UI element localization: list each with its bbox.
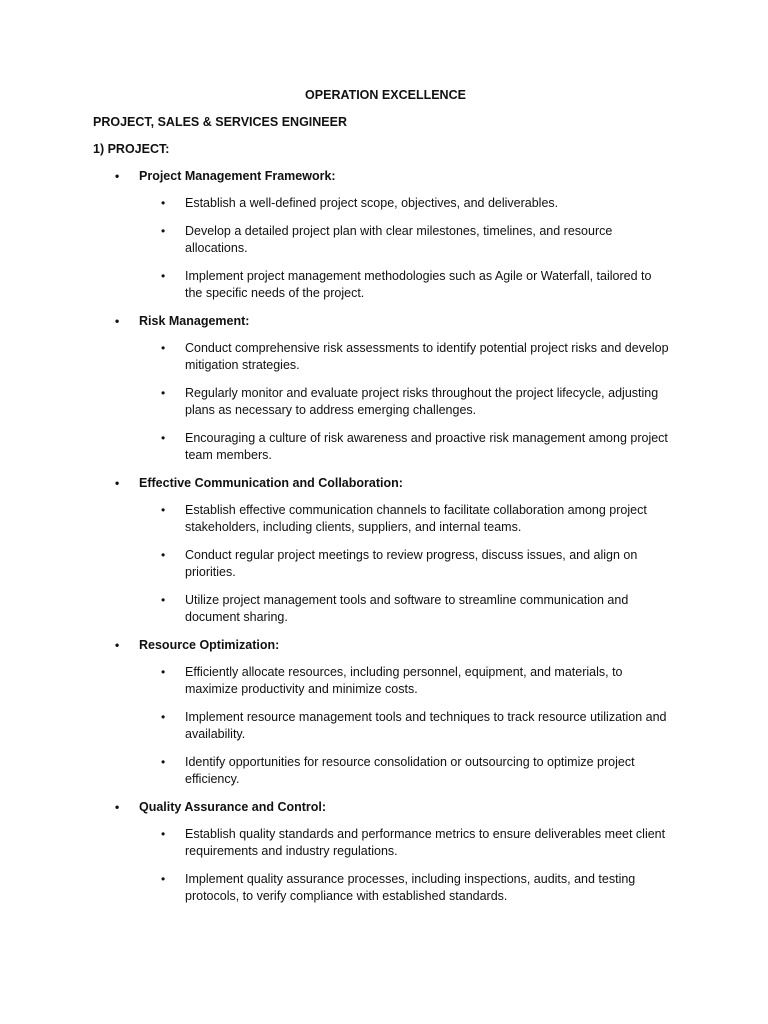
point-text: Conduct regular project meetings to review progress, discuss issues, and align on priorities. xyxy=(185,547,638,579)
topic-heading: Resource Optimization: xyxy=(139,637,280,652)
point-text: Conduct comprehensive risk assessments to identify potential project risks and develop mitigation strategies. xyxy=(185,340,669,372)
list-item xyxy=(93,195,672,213)
point-text: Establish a well-defined project scope, objectives, and deliverables. xyxy=(185,196,559,210)
document-subtitle: PROJECT, SALES & SERVICES ENGINEER xyxy=(93,115,347,129)
bullet-icon: • xyxy=(115,799,120,814)
point-text: Identify opportunities for resource consolidation or outsourcing to optimize project efficiency. xyxy=(185,754,635,786)
point-list xyxy=(93,664,672,789)
list-item xyxy=(93,826,672,861)
topic-item xyxy=(93,637,672,789)
bullet-icon: • xyxy=(115,475,120,490)
list-item xyxy=(93,430,672,465)
list-item xyxy=(93,754,672,789)
list-item xyxy=(93,340,672,375)
point-list xyxy=(93,502,672,627)
list-item xyxy=(93,502,672,537)
point-text: Regularly monitor and evaluate project risks throughout the project lifecycle, adjusting plans as necessary to address emerging challenges. xyxy=(185,385,659,417)
bullet-icon: • xyxy=(161,268,166,283)
topic-heading: Quality Assurance and Control: xyxy=(139,799,327,814)
point-list xyxy=(93,826,672,906)
bullet-icon: • xyxy=(161,664,166,679)
bullet-icon: • xyxy=(161,502,166,517)
bullet-icon: • xyxy=(115,169,120,183)
bullet-icon: • xyxy=(115,637,120,652)
list-item xyxy=(93,547,672,582)
topic-item xyxy=(93,168,672,303)
topic-heading: Effective Communication and Collaboration: xyxy=(139,475,403,490)
bullet-icon: • xyxy=(161,592,166,607)
bullet-icon: • xyxy=(161,385,166,400)
list-item xyxy=(93,592,672,627)
point-text: Develop a detailed project plan with clear milestones, timelines, and resource allocations. xyxy=(185,223,613,255)
topic-heading-row xyxy=(93,475,672,492)
topic-item xyxy=(93,475,672,627)
point-text: Implement resource management tools and techniques to track resource utilization and availability. xyxy=(185,709,667,741)
bullet-icon: • xyxy=(161,826,166,841)
topic-heading-row xyxy=(93,313,672,330)
bullet-icon: • xyxy=(161,547,166,562)
list-item xyxy=(93,709,672,744)
list-item xyxy=(93,664,672,699)
bullet-icon: • xyxy=(161,196,166,210)
bullet-icon: • xyxy=(161,340,166,355)
bullet-icon: • xyxy=(161,754,166,769)
point-text: Implement quality assurance processes, including inspections, audits, and testing protocols, to verify compliance with established standards. xyxy=(185,871,636,903)
topic-item xyxy=(93,799,672,906)
list-item xyxy=(93,268,672,303)
point-text: Utilize project management tools and software to streamline communication and document sharing. xyxy=(185,592,629,624)
point-text: Establish quality standards and performance metrics to ensure deliverables meet client requirements and industry regulations. xyxy=(185,826,666,858)
bullet-icon: • xyxy=(161,430,166,445)
topic-list xyxy=(93,168,672,906)
point-list xyxy=(93,195,672,303)
topic-heading: Project Management Framework: xyxy=(139,169,336,183)
topic-heading-row xyxy=(93,799,672,816)
list-item xyxy=(93,385,672,420)
point-text: Encouraging a culture of risk awareness and proactive risk management among project team members. xyxy=(185,430,668,462)
bullet-icon: • xyxy=(161,709,166,724)
topic-heading-row xyxy=(93,168,672,185)
topic-item xyxy=(93,313,672,465)
list-item xyxy=(93,223,672,258)
list-item xyxy=(93,871,672,906)
bullet-icon: • xyxy=(161,871,166,886)
topic-heading: Risk Management: xyxy=(139,313,250,328)
point-text: Efficiently allocate resources, including personnel, equipment, and materials, to maximize productivity and minimize costs. xyxy=(185,664,623,696)
topic-heading-row xyxy=(93,637,672,654)
point-list xyxy=(93,340,672,465)
bullet-icon: • xyxy=(115,313,120,328)
bullet-icon: • xyxy=(161,223,166,238)
point-text: Establish effective communication channels to facilitate collaboration among project stakeholders, including clients, suppliers, and internal teams. xyxy=(185,502,647,534)
section-heading: 1) PROJECT: xyxy=(93,142,170,156)
document-title: OPERATION EXCELLENCE xyxy=(305,88,466,102)
point-text: Implement project management methodologies such as Agile or Waterfall, tailored to the specific needs of the project. xyxy=(185,268,652,300)
